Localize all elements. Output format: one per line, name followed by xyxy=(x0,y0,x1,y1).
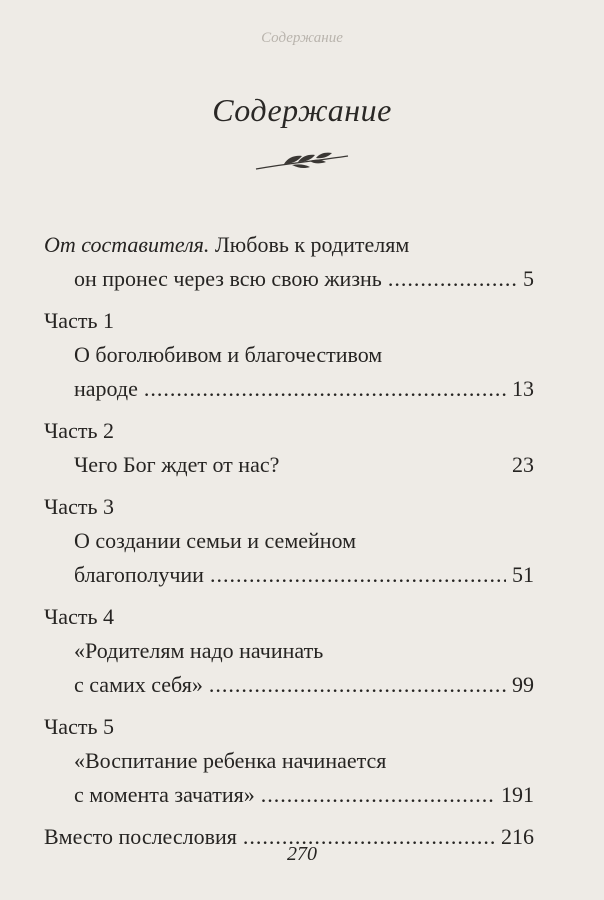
part2-label: Часть 2 xyxy=(44,418,114,443)
part5-title-line2: с момента зачатия» xyxy=(74,782,255,807)
part5-page-number: 191 xyxy=(501,782,534,807)
part2-page-number: 23 xyxy=(512,452,534,477)
dot-leader xyxy=(144,372,506,406)
part4-label: Часть 4 xyxy=(44,604,114,629)
part3-line1-row xyxy=(44,524,534,558)
toc-entry-preface xyxy=(44,228,534,262)
preface-title-line1: Любовь к родителям xyxy=(209,232,410,257)
part1-title-line2: народе xyxy=(74,376,138,401)
part2-line1-row xyxy=(44,448,534,482)
preface-italic-label: От составителя. xyxy=(44,232,210,257)
part2-title-line1: Чего Бог ждет от нас? xyxy=(74,452,280,477)
part4-line2-row xyxy=(44,668,534,702)
dot-leader xyxy=(209,668,506,702)
dot-leader xyxy=(388,262,517,296)
part3-title-line1: О создании семьи и семейном xyxy=(74,528,357,553)
part1-label: Часть 1 xyxy=(44,308,114,333)
page-title: Содержание xyxy=(212,92,392,128)
toc-entry-preface-line2 xyxy=(44,262,534,296)
toc-entry-part2 xyxy=(44,414,534,482)
part4-line1-row xyxy=(44,634,534,668)
afterword-page-number: 216 xyxy=(501,824,534,849)
part4-page-number: 99 xyxy=(512,672,534,697)
preface-title-line2: он пронес через всю свою жизнь xyxy=(74,266,382,291)
toc-entry-part5 xyxy=(44,710,534,812)
leaf-sprig-icon xyxy=(254,150,350,174)
page-number-footer: 270 xyxy=(287,843,317,865)
part1-line2-row xyxy=(44,372,534,406)
toc-entry-part4 xyxy=(44,600,534,702)
running-head: Содержание xyxy=(261,30,343,46)
part5-line2-row xyxy=(44,778,534,812)
part5-title-line1: «Воспитание ребенка начинается xyxy=(74,748,387,773)
part1-title-line1: О боголюбивом и благочестивом xyxy=(74,342,383,367)
part1-page-number: 13 xyxy=(512,376,534,401)
part4-title-line2: с самих себя» xyxy=(74,672,203,697)
part5-label: Часть 5 xyxy=(44,714,114,739)
part3-title-line2: благополучии xyxy=(74,562,204,587)
afterword-title: Вместо послесловия xyxy=(44,824,237,849)
part3-page-number: 51 xyxy=(512,562,534,587)
dot-leader xyxy=(210,558,506,592)
toc-entry-part3 xyxy=(44,490,534,592)
part3-line2-row xyxy=(44,558,534,592)
preface-page-number: 5 xyxy=(523,266,534,291)
dot-leader xyxy=(261,778,495,812)
table-of-contents xyxy=(44,228,534,854)
part1-line1-row xyxy=(44,338,534,372)
part3-label: Часть 3 xyxy=(44,494,114,519)
part5-line1-row xyxy=(44,744,534,778)
toc-entry-part1 xyxy=(44,304,534,406)
part4-title-line1: «Родителям надо начинать xyxy=(74,638,324,663)
